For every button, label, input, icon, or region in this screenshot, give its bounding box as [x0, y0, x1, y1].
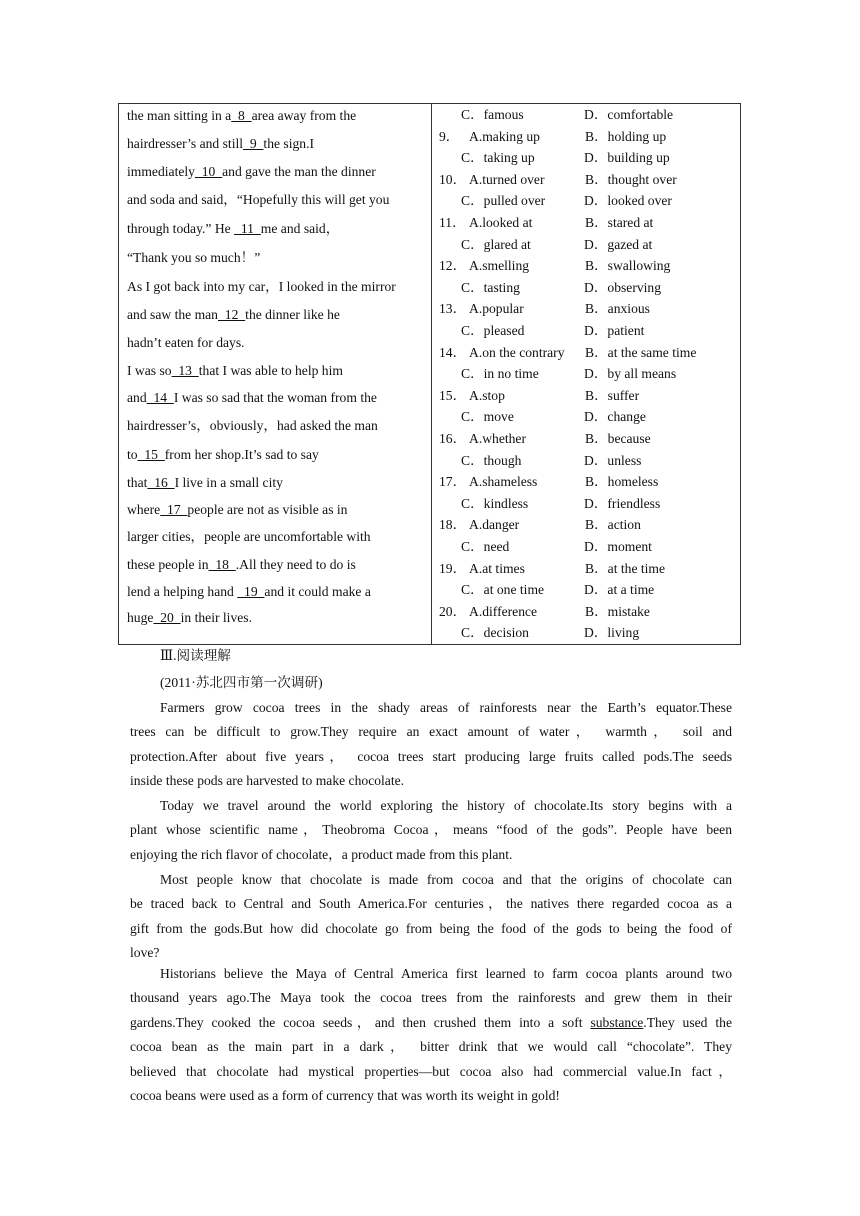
question-number: 14． — [439, 344, 467, 360]
paragraph-line: Historians believe the Maya of Central America first learned to farm cocoa plants around two — [160, 966, 732, 981]
blank-number: 12 — [217, 307, 246, 322]
option-d: D．by all means — [584, 366, 677, 382]
question-number: 11． — [439, 215, 466, 230]
passage-text: hairdresser’s，obviously，had asked the man — [127, 418, 378, 433]
option-d: D．patient — [584, 323, 645, 338]
passage-line — [127, 362, 343, 380]
question-number: 15． — [439, 387, 467, 403]
passage-text: people are not as visible as in — [187, 502, 348, 517]
option-row-cd — [439, 452, 739, 470]
option-row-cd — [439, 279, 739, 297]
option-b: B．because — [585, 431, 651, 446]
passage-text: area away from the — [251, 108, 357, 123]
passage-text: from her shop.It’s sad to say — [164, 447, 319, 462]
passage-text: that I was able to help him — [198, 363, 343, 378]
paragraph-line: thousand years ago.The Maya took the cocoa trees from the rainforests and grew them in their — [130, 990, 732, 1006]
option-c: C．though — [461, 452, 522, 468]
option-row-ab — [439, 171, 739, 189]
option-c: C．move — [461, 409, 514, 425]
passage-text: the sign.I — [263, 136, 315, 151]
option-c: C．at one time — [461, 582, 545, 598]
option-row-ab — [439, 128, 739, 146]
passage-line — [127, 556, 356, 574]
option-row-cd — [439, 365, 739, 383]
passage-line — [127, 163, 376, 181]
passage-line — [127, 249, 260, 267]
option-a: A.making up — [469, 128, 540, 144]
option-a: A.popular — [469, 301, 524, 317]
option-c: C．need — [461, 539, 510, 554]
passage-line — [127, 220, 339, 238]
option-row-cd — [439, 322, 739, 340]
option-c: C．taking up — [461, 150, 535, 166]
question-number: 9． — [439, 128, 460, 144]
option-b: B．homeless — [585, 474, 659, 490]
option-row-ab — [439, 344, 739, 362]
passage-line — [127, 306, 340, 324]
paragraph-line: Today we travel around the world exploring the history of chocolate.Its story begins with a — [160, 798, 732, 813]
passage-line — [127, 474, 283, 492]
passage-line — [127, 191, 389, 209]
passage-text: .All they need to do is — [235, 557, 356, 572]
option-a: A.smelling — [469, 258, 530, 274]
passage-text: in their lives. — [180, 610, 252, 625]
option-row-ab — [439, 257, 739, 275]
option-row-cd — [439, 624, 739, 642]
blank-number: 11 — [234, 221, 261, 236]
column-divider — [431, 104, 432, 644]
passage-line — [127, 278, 396, 296]
option-d: D．change — [584, 409, 646, 425]
option-row-cd — [439, 538, 739, 556]
passage-text: these people in — [127, 557, 209, 572]
option-row-ab — [439, 430, 739, 448]
question-number: 19． — [439, 560, 467, 576]
blank-number: 14 — [146, 390, 174, 405]
passage-text: I was so sad that the woman from the — [173, 390, 377, 405]
paragraph-line: be traced back to Central and South America.For centuries，the natives there regarded cocoa as a — [130, 896, 732, 912]
option-row-ab — [439, 516, 739, 534]
option-c: C．in no time — [461, 366, 539, 382]
passage-text: that — [127, 475, 148, 490]
option-d: D．gazed at — [584, 236, 653, 252]
passage-text: and gave the man the dinner — [222, 164, 376, 179]
option-row-ab — [439, 300, 739, 318]
passage-line — [127, 609, 252, 627]
option-d: D．comfortable — [584, 107, 674, 122]
passage-line — [127, 107, 356, 125]
blank-number: 20 — [153, 610, 181, 625]
passage-text: hairdresser’s and still — [127, 136, 244, 151]
option-b: B．holding up — [585, 128, 667, 144]
option-row-ab — [439, 387, 739, 405]
paragraph-line: gift from the gods.But how did chocolate go from being the food of the gods to being the food of — [130, 920, 732, 936]
option-c: C．pulled over — [461, 193, 546, 209]
option-row-ab — [439, 560, 739, 578]
blank-number: 8 — [231, 108, 252, 123]
option-row-ab — [439, 603, 739, 621]
question-number: 12． — [439, 258, 467, 274]
paragraph-line: Farmers grow cocoa trees in the shady areas of rainforests near the Earth’s equator.These — [160, 700, 732, 715]
passage-text: “Thank you so much！” — [127, 250, 261, 265]
option-c: C．tasting — [461, 279, 520, 295]
passage-text: immediately — [127, 164, 195, 179]
source-note: (2011·苏北四市第一次调研) — [160, 675, 323, 690]
paragraph-line: believed that chocolate had mystical properties—but cocoa also had commercial value.In fact， — [130, 1063, 732, 1079]
blank-number: 9 — [243, 136, 264, 151]
passage-line — [127, 528, 371, 546]
option-c: C．decision — [461, 625, 529, 641]
option-c: C．kindless — [461, 495, 529, 511]
passage-text: and soda and said，“Hopefully this will get you — [127, 192, 390, 207]
blank-number: 17 — [160, 502, 188, 517]
question-number: 17． — [439, 474, 467, 490]
question-number: 18． — [439, 517, 467, 533]
option-a: A.looked at — [469, 215, 533, 230]
option-b: B．stared at — [585, 215, 654, 230]
option-b: B．anxious — [585, 301, 650, 317]
blank-number: 15 — [137, 447, 165, 462]
passage-text: As I got back into my car，I looked in the mirror — [127, 279, 396, 294]
blank-number: 19 — [237, 584, 265, 599]
passage-text: to — [127, 447, 138, 462]
passage-text: I live in a small city — [174, 475, 283, 490]
option-d: D．living — [584, 625, 640, 641]
blank-number: 18 — [208, 557, 236, 572]
option-d: D．at a time — [584, 582, 655, 598]
option-a: A.whether — [469, 431, 526, 446]
option-row-cd — [439, 495, 739, 513]
blank-number: 13 — [171, 363, 199, 378]
option-a: A.difference — [469, 603, 538, 619]
paragraph-line: inside these pods are harvested to make chocolate. — [130, 773, 405, 789]
option-a: A.danger — [469, 517, 520, 533]
option-d: D．friendless — [584, 495, 661, 511]
passage-text: lend a helping hand — [127, 584, 238, 599]
option-d: D．unless — [584, 452, 642, 468]
option-b: B．at the time — [585, 560, 666, 576]
option-c: C．pleased — [461, 323, 525, 338]
passage-line — [127, 334, 245, 352]
paragraph-line: enjoying the rich flavor of chocolate，a product made from this plant. — [130, 846, 513, 862]
passage-text: me and said， — [260, 221, 340, 236]
underlined-word: substance — [590, 1014, 644, 1030]
paragraph-line: cocoa bean as the main part in a dark， bitter drink that we would call “chocolate”. They — [130, 1039, 732, 1055]
passage-text: I was so — [127, 363, 172, 378]
option-row-cd — [439, 149, 739, 167]
paragraph-line: cocoa beans were used as a form of currency that was worth its weight in gold! — [130, 1088, 560, 1103]
passage-text: the dinner like he — [245, 307, 340, 322]
paragraph-line: love? — [130, 945, 160, 961]
section-title: Ⅲ.阅读理解 — [160, 648, 231, 663]
option-b: B．at the same time — [585, 344, 697, 360]
passage-line — [127, 417, 378, 435]
option-row-cd — [439, 106, 739, 124]
option-c: C．famous — [461, 107, 524, 122]
option-a: A.turned over — [469, 171, 545, 187]
option-b: B．action — [585, 517, 641, 533]
option-row-cd — [439, 236, 739, 254]
passage-text: where — [127, 502, 161, 517]
option-b: B．thought over — [585, 171, 677, 187]
paragraph-line: plant whose scientific name，Theobroma Cocoa，means “food of the gods”. People have been — [130, 822, 732, 838]
passage-text: hadn’t eaten for days. — [127, 335, 245, 350]
passage-text: larger cities，people are uncomfortable with — [127, 529, 371, 544]
passage-text: the man sitting in a — [127, 108, 232, 123]
question-number: 20． — [439, 603, 467, 619]
option-a: A.on the contrary — [469, 344, 565, 360]
option-row-cd — [439, 192, 739, 210]
blank-number: 10 — [194, 164, 223, 179]
passage-line — [127, 583, 371, 601]
option-d: D．moment — [584, 539, 652, 554]
passage-line — [127, 446, 319, 464]
paragraph-line: Most people know that chocolate is made from cocoa and that the origins of chocolate can — [160, 872, 732, 887]
paragraph-line: trees can be difficult to grow.They require an exact amount of water， warmth， soil and — [130, 724, 732, 740]
passage-line — [127, 135, 314, 153]
passage-line — [127, 389, 377, 407]
cloze-table — [118, 103, 741, 645]
option-row-ab — [439, 473, 739, 491]
passage-text: and saw the man — [127, 307, 218, 322]
option-d: D．observing — [584, 279, 662, 295]
option-a: A.at times — [469, 560, 525, 576]
passage-text: huge — [127, 610, 154, 625]
option-a: A.stop — [469, 387, 505, 403]
question-number: 13． — [439, 301, 467, 317]
option-d: D．building up — [584, 150, 670, 166]
option-row-cd — [439, 581, 739, 599]
paragraph-line: gardens.They cooked the cocoa seeds，and then crushed them into a soft substance.They used the — [130, 1014, 732, 1030]
passage-text: through today.” He — [127, 221, 235, 236]
option-b: B．mistake — [585, 603, 650, 619]
blank-number: 16 — [147, 475, 175, 490]
question-number: 16． — [439, 431, 467, 446]
question-number: 10． — [439, 171, 467, 187]
option-b: B．suffer — [585, 387, 640, 403]
passage-line — [127, 501, 347, 519]
option-a: A.shameless — [469, 474, 538, 490]
option-row-cd — [439, 408, 739, 426]
passage-text: and — [127, 390, 147, 405]
option-b: B．swallowing — [585, 258, 671, 274]
option-row-ab — [439, 214, 739, 232]
option-d: D．looked over — [584, 193, 672, 209]
option-c: C．glared at — [461, 236, 531, 252]
passage-text: and it could make a — [264, 584, 371, 599]
paragraph-line: protection.After about five years， cocoa trees start producing large fruits called pods.The seeds — [130, 748, 732, 764]
